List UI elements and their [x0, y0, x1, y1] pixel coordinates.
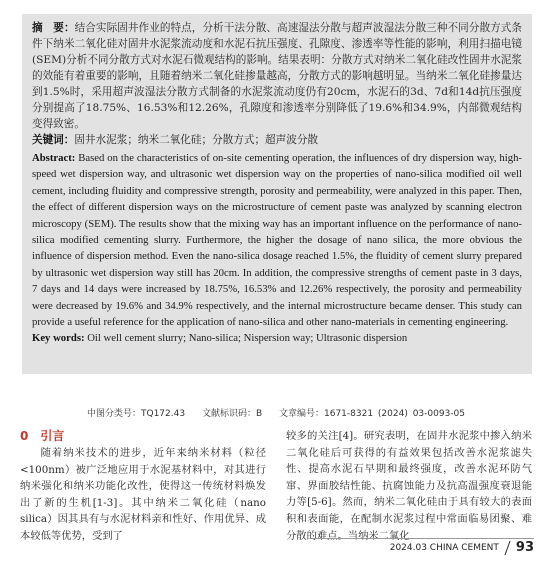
keywords-cn-text: 固井水泥浆；纳米二氧化硅；分散方式；超声波分散 — [74, 134, 319, 146]
section-heading-intro: 0 引言 — [20, 429, 65, 443]
article-meta — [0, 406, 552, 419]
abstract-cn-label: 摘 要： — [32, 22, 75, 34]
footer-rule — [310, 538, 534, 539]
keywords-en-text: Oil well cement slurry; Nano-silica; Nispersion way; Ultrasonic dispersion — [87, 332, 408, 345]
abstract-cn-text: 结合实际固井作业的特点，分析干法分散、高速湿法分散与超声波湿法分散三种不同分散方式条件下纳米二氧化硅对固井水泥浆流动度和水泥石抗压强度、孔隙度、渗透率等性能的影响，利用扫描电镜(SEM)分析不同分散方式对水泥石微观结构的影响。结果表明：分散方式对纳米二氧化硅改性固井水泥浆的效能有着重要的影响，且随着纳米二氧化硅掺量越高，分散方式的影响越明显。当纳米二氧化硅掺量达到1.5%时，采用超声波湿法分散方式制备的水泥浆流动度仍有20cm，水泥石的3d、7d和14d抗压强度分别提高了18.75%、16.53%和12.26%，孔隙度和渗透率分别降低了19.6%和34.9%，内部微观结构变得致密。 — [32, 22, 523, 130]
clc-number: 中图分类号：TQ172.43 — [86, 409, 186, 419]
page-number: 93 — [515, 540, 534, 555]
abstract-box — [22, 14, 532, 374]
body-column-right — [286, 428, 532, 544]
journal-issue: 2024.03 CHINA CEMENT — [389, 542, 499, 553]
intro-paragraph-right: 较多的关注[4]。研究表明，在固井水泥浆中掺入纳米二氧化硅后可获得的有益效果包括改善水泥浆滤失性、提高水泥石早期和最终强度，改善水泥环防气窜、界面胶结性能、抗腐蚀能力及抗高温强度衰退能力等[5-6]。然而，纳米二氧化硅由于具有较大的表面积和表面能，在配制水泥浆过程中常面临易团聚、难分散的难点。当纳米二氧化 — [286, 430, 532, 542]
abstract-cn — [32, 20, 522, 132]
document-code: 文献标识码：B — [201, 409, 263, 419]
footer-divider — [504, 541, 510, 555]
page-footer — [390, 540, 534, 555]
keywords-cn — [32, 132, 522, 148]
keywords-en-label: Key words: — [32, 332, 88, 345]
abstract-en — [32, 150, 522, 330]
abstract-en-text: Based on the characteristics of on-site cementing operation, the influences of dry dispersion way, high-speed wet dispersion way, and ultrasonic wet dispersion way on the properties of nano-silica modified oil well cement, including fluidity and compressive strength, porosity and permeability, were analyzed in this paper. Then, the effect of different dispersion ways on the microstructure of cement paste was analyzed by scanning electron microscopy (SEM). The results show that the mixing way has an important influence on the performance of nano-silica modified cementing slurry. Furthermore, the higher the dosage of nano silica, the more obvious the influence of dispersion method. Even the nano-silica dosage reached 1.5%, the fluidity of cement slurry prepared by ultrasonic wet dispersion way still has 20cm. In addition, the compressive strengths of cement paste in 3 days, 7 days and 14 days were increased by 18.75%, 16.53% and 12.26% respectively, the porosity and permeability were decreased by 19.6% and 34.9% respectively, and the internal microstructure became denser. This study can provide a useful reference for the application of nano-silica and other nano-materials in cementing engineering. — [32, 152, 522, 329]
body-column-left — [20, 428, 266, 545]
intro-paragraph-left: 随着纳米技术的进步，近年来纳米材料（粒径<100nm）被广泛地应用于水泥基材料中，对其进行纳米强化和纳米功能化改性，使得这一传统材料焕发出了新的生机[1-3]。其中纳米二氧化硅（nano silica）因其具有与水泥材料亲和性好、作用优异、成本较低等优势，受到了 — [20, 447, 266, 542]
article-number: 文章编号：1671-8321 (2024) 03-0093-05 — [279, 409, 466, 419]
keywords-cn-label: 关键词： — [32, 134, 75, 146]
abstract-en-label: Abstract: — [32, 152, 79, 164]
keywords-en — [32, 330, 522, 346]
